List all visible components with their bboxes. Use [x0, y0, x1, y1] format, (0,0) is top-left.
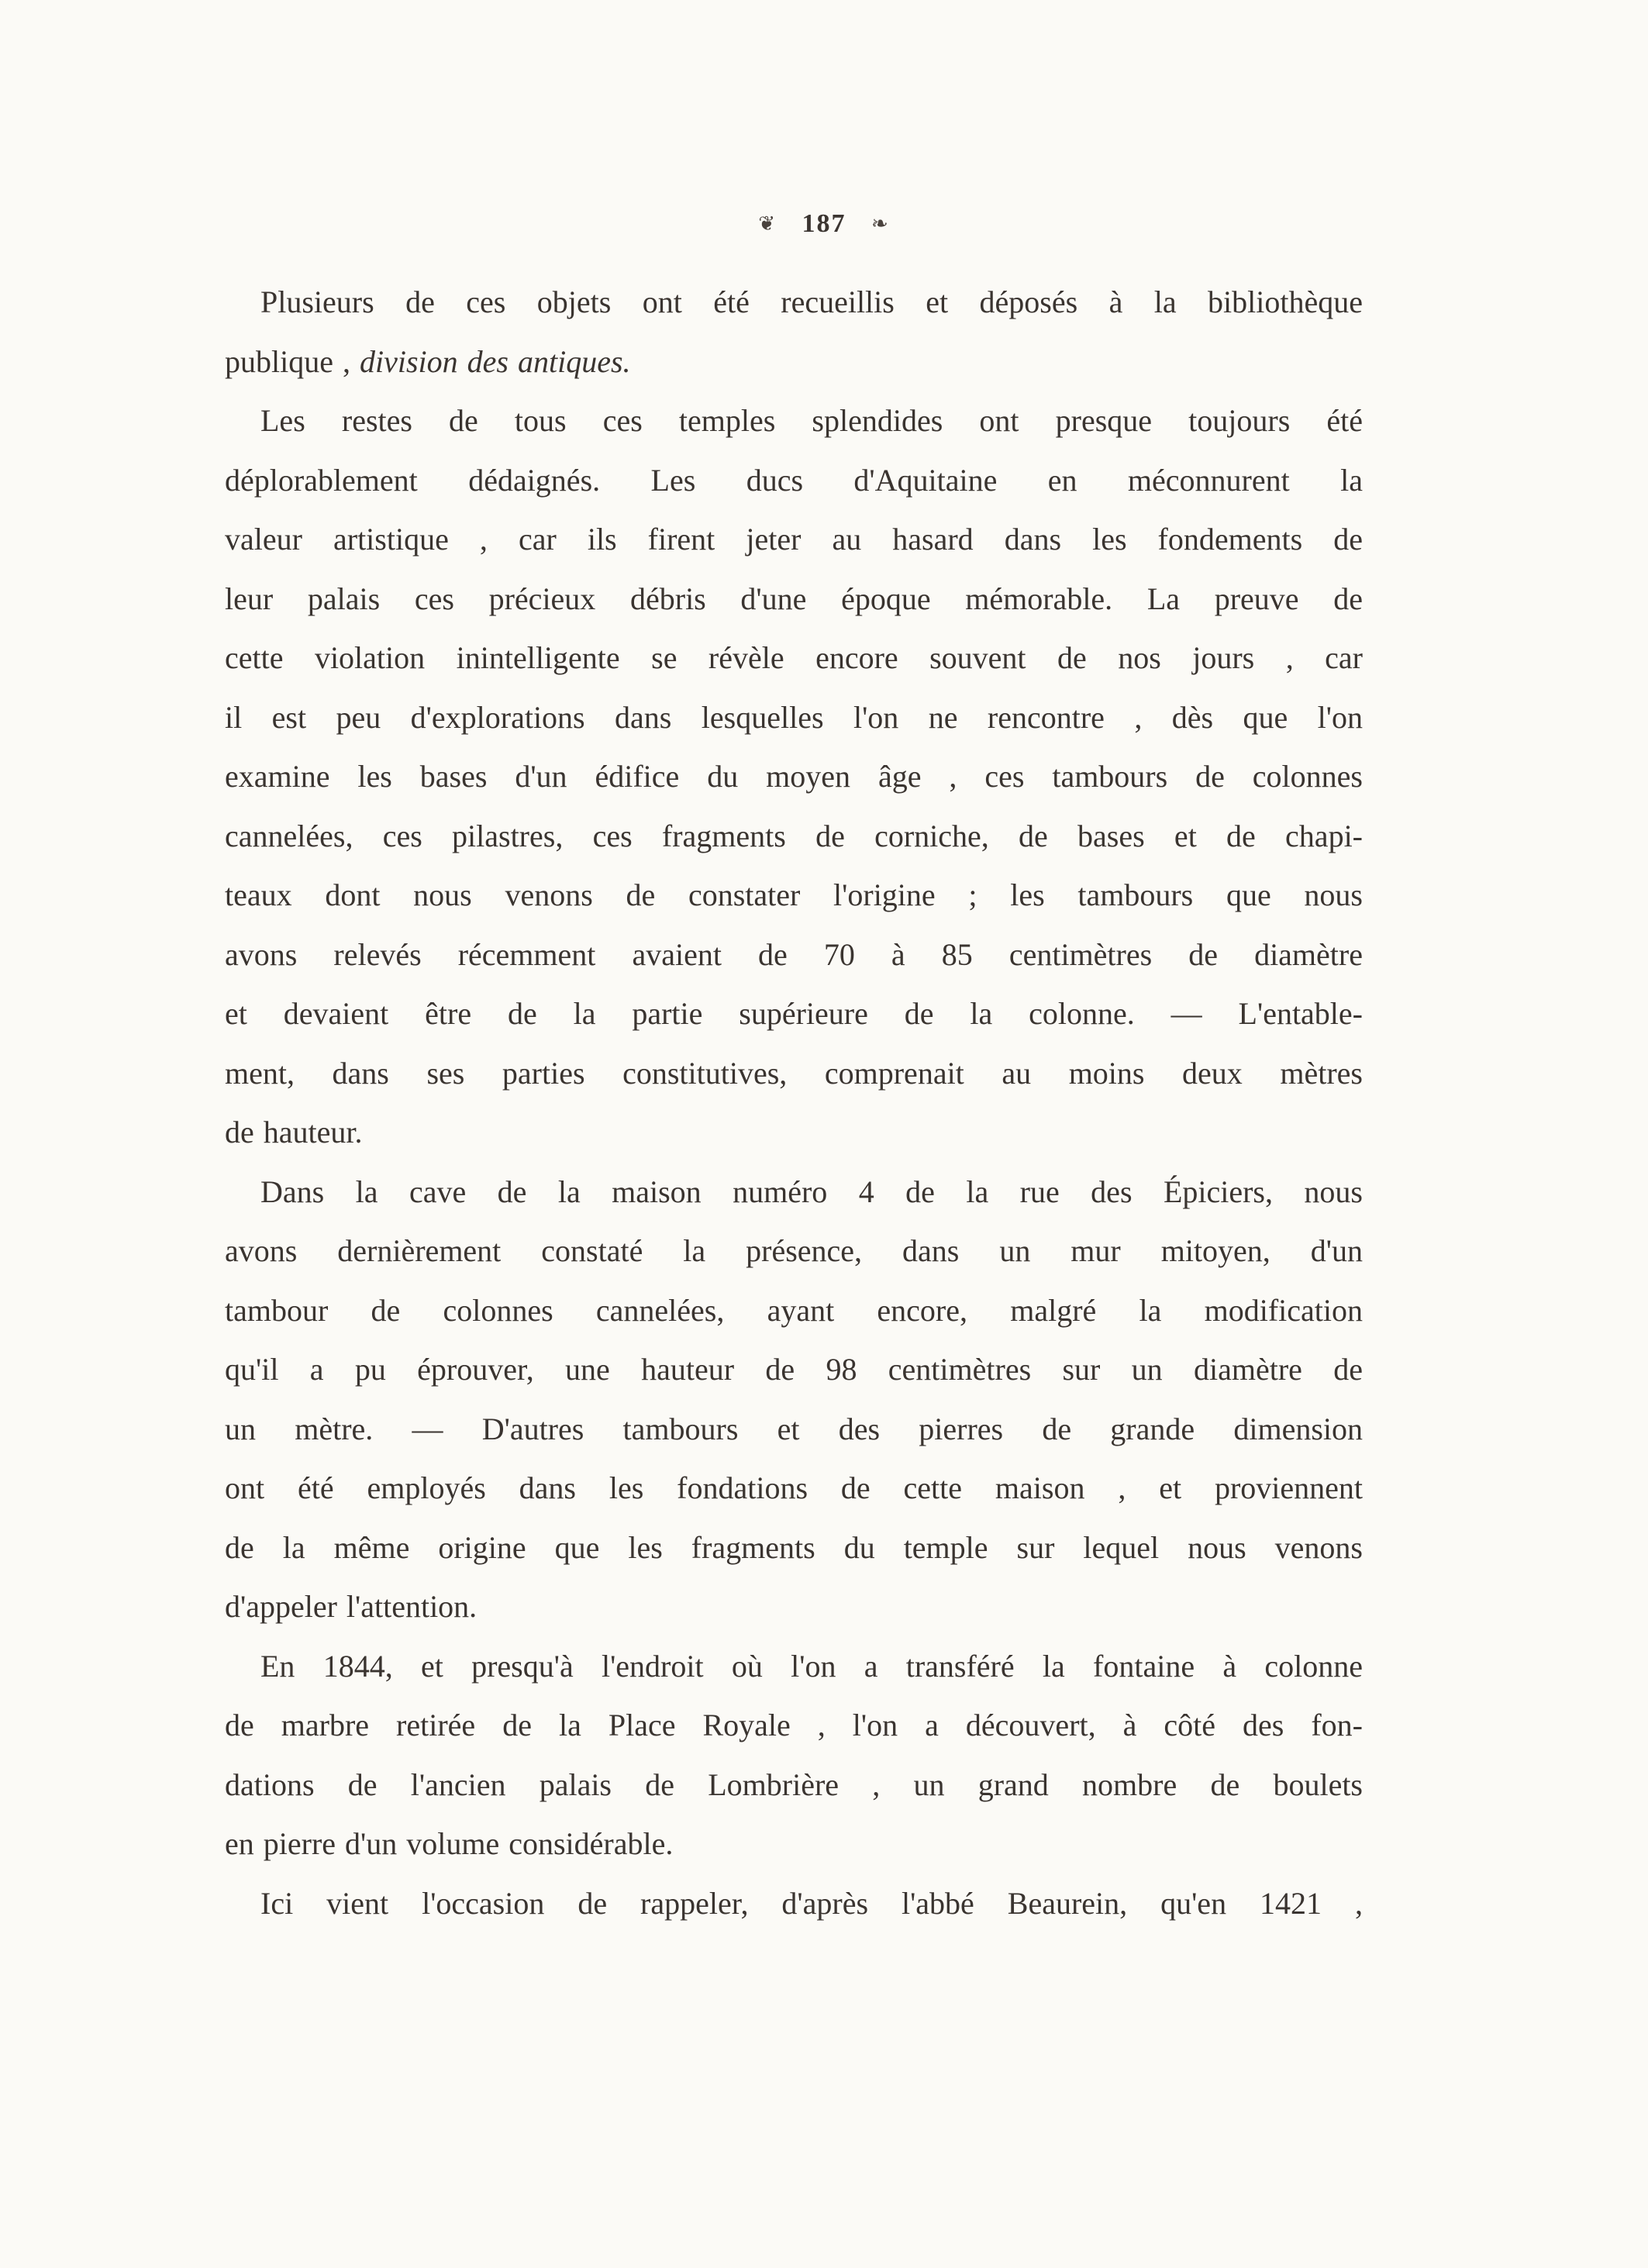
text-line	[225, 1281, 1363, 1341]
page-number: 187	[802, 209, 846, 239]
text-line-content: Ici vient l'occasion de rappeler, d'après l'abbé Beaurein, qu'en 1421 ,	[260, 1885, 1363, 1921]
text-line	[225, 866, 1363, 925]
text-line	[225, 273, 1363, 333]
text-line-content: déplorablement dédaignés. Les ducs d'Aquitaine en méconnurent la	[225, 462, 1363, 498]
text-line-content: il est peu d'explorations dans lesquelles l'on ne rencontre , dès que l'on	[225, 699, 1363, 735]
text-line-content: en pierre d'un volume considérable.	[225, 1826, 674, 1861]
text-line-content: dations de l'ancien palais de Lombrière , un grand nombre de boulets	[225, 1766, 1363, 1802]
text-line-content: de marbre retirée de la Place Royale , l'on a découvert, à côté des fon-	[225, 1708, 1363, 1742]
text-line-content: qu'il a pu éprouver, une hauteur de 98 centimètres sur un diamètre de	[225, 1352, 1363, 1387]
text-line-content: d'appeler l'attention.	[225, 1589, 478, 1624]
text-line	[225, 391, 1363, 451]
text-line-content: un mètre. — D'autres tambours et des pierres de grande dimension	[225, 1411, 1363, 1446]
text-line-content: leur palais ces précieux débris d'une époque mémorable. La preuve de	[225, 581, 1363, 616]
text-line	[225, 570, 1363, 629]
text-line	[225, 510, 1363, 570]
text-line	[225, 1340, 1363, 1400]
text-line-content: de hauteur.	[225, 1115, 363, 1150]
left-ornament-icon: ❦	[758, 212, 777, 236]
text-line	[225, 1518, 1363, 1578]
text-line	[225, 451, 1363, 511]
text-line	[225, 1874, 1363, 1934]
text-line-content: ont été employés dans les fondations de cette maison , et proviennent	[225, 1470, 1363, 1505]
text-line	[225, 1756, 1363, 1815]
text-line-content: et devaient être de la partie supérieure de la colonne. — L'entable-	[225, 996, 1363, 1031]
italic-text: division des antiques.	[359, 343, 631, 379]
text-line	[225, 688, 1363, 748]
text-line-content: avons dernièrement constaté la présence, dans un mur mitoyen, d'un	[225, 1233, 1363, 1268]
text-line-content: examine les bases d'un édifice du moyen âge , ces tambours de colonnes	[225, 759, 1363, 794]
right-ornament-icon: ❧	[871, 212, 890, 236]
text-line	[225, 1637, 1363, 1697]
text-line-content: Dans la cave de la maison numéro 4 de la rue des Épiciers, nous	[260, 1174, 1363, 1209]
text-line-content: cannelées, ces pilastres, ces fragments de corniche, de bases et de chapi-	[225, 818, 1363, 853]
text-line	[225, 747, 1363, 807]
text-line-content: valeur artistique , car ils firent jeter au hasard dans les fondements de	[225, 522, 1363, 557]
text-line-content: En 1844, et presqu'à l'endroit où l'on a transféré la fontaine à colonne	[260, 1648, 1363, 1684]
text-line	[225, 1163, 1363, 1222]
text-line	[225, 1222, 1363, 1281]
text-line-content: de la même origine que les fragments du temple sur lequel nous venons	[225, 1529, 1363, 1565]
page-header	[0, 208, 1648, 239]
text-line	[225, 984, 1363, 1044]
text-line-content: publique ,	[225, 343, 350, 379]
text-line	[225, 807, 1363, 867]
text-line-content: cette violation inintelligente se révèle encore souvent de nos jours , car	[225, 640, 1363, 675]
text-line-content: teaux dont nous venons de constater l'origine ; les tambours que nous	[225, 877, 1363, 912]
text-line	[225, 629, 1363, 688]
text-line-content: Les restes de tous ces temples splendides ont presque toujours été	[260, 403, 1363, 438]
text-line	[225, 1696, 1363, 1756]
text-line	[225, 1103, 1363, 1163]
text-line-content: Plusieurs de ces objets ont été recueillis et déposés à la bibliothèque	[260, 284, 1363, 319]
text-line-content: avons relevés récemment avaient de 70 à 85 centimètres de diamètre	[225, 936, 1363, 972]
body-text	[225, 273, 1363, 1933]
text-line	[225, 1577, 1363, 1637]
text-line	[225, 1400, 1363, 1460]
text-line	[225, 333, 1363, 392]
text-line-content: ment, dans ses parties constitutives, comprenait au moins deux mètres	[225, 1055, 1363, 1091]
text-line	[225, 1459, 1363, 1518]
text-line	[225, 1815, 1363, 1874]
text-line	[225, 1044, 1363, 1104]
text-line-content: tambour de colonnes cannelées, ayant encore, malgré la modification	[225, 1292, 1363, 1328]
text-line	[225, 925, 1363, 985]
